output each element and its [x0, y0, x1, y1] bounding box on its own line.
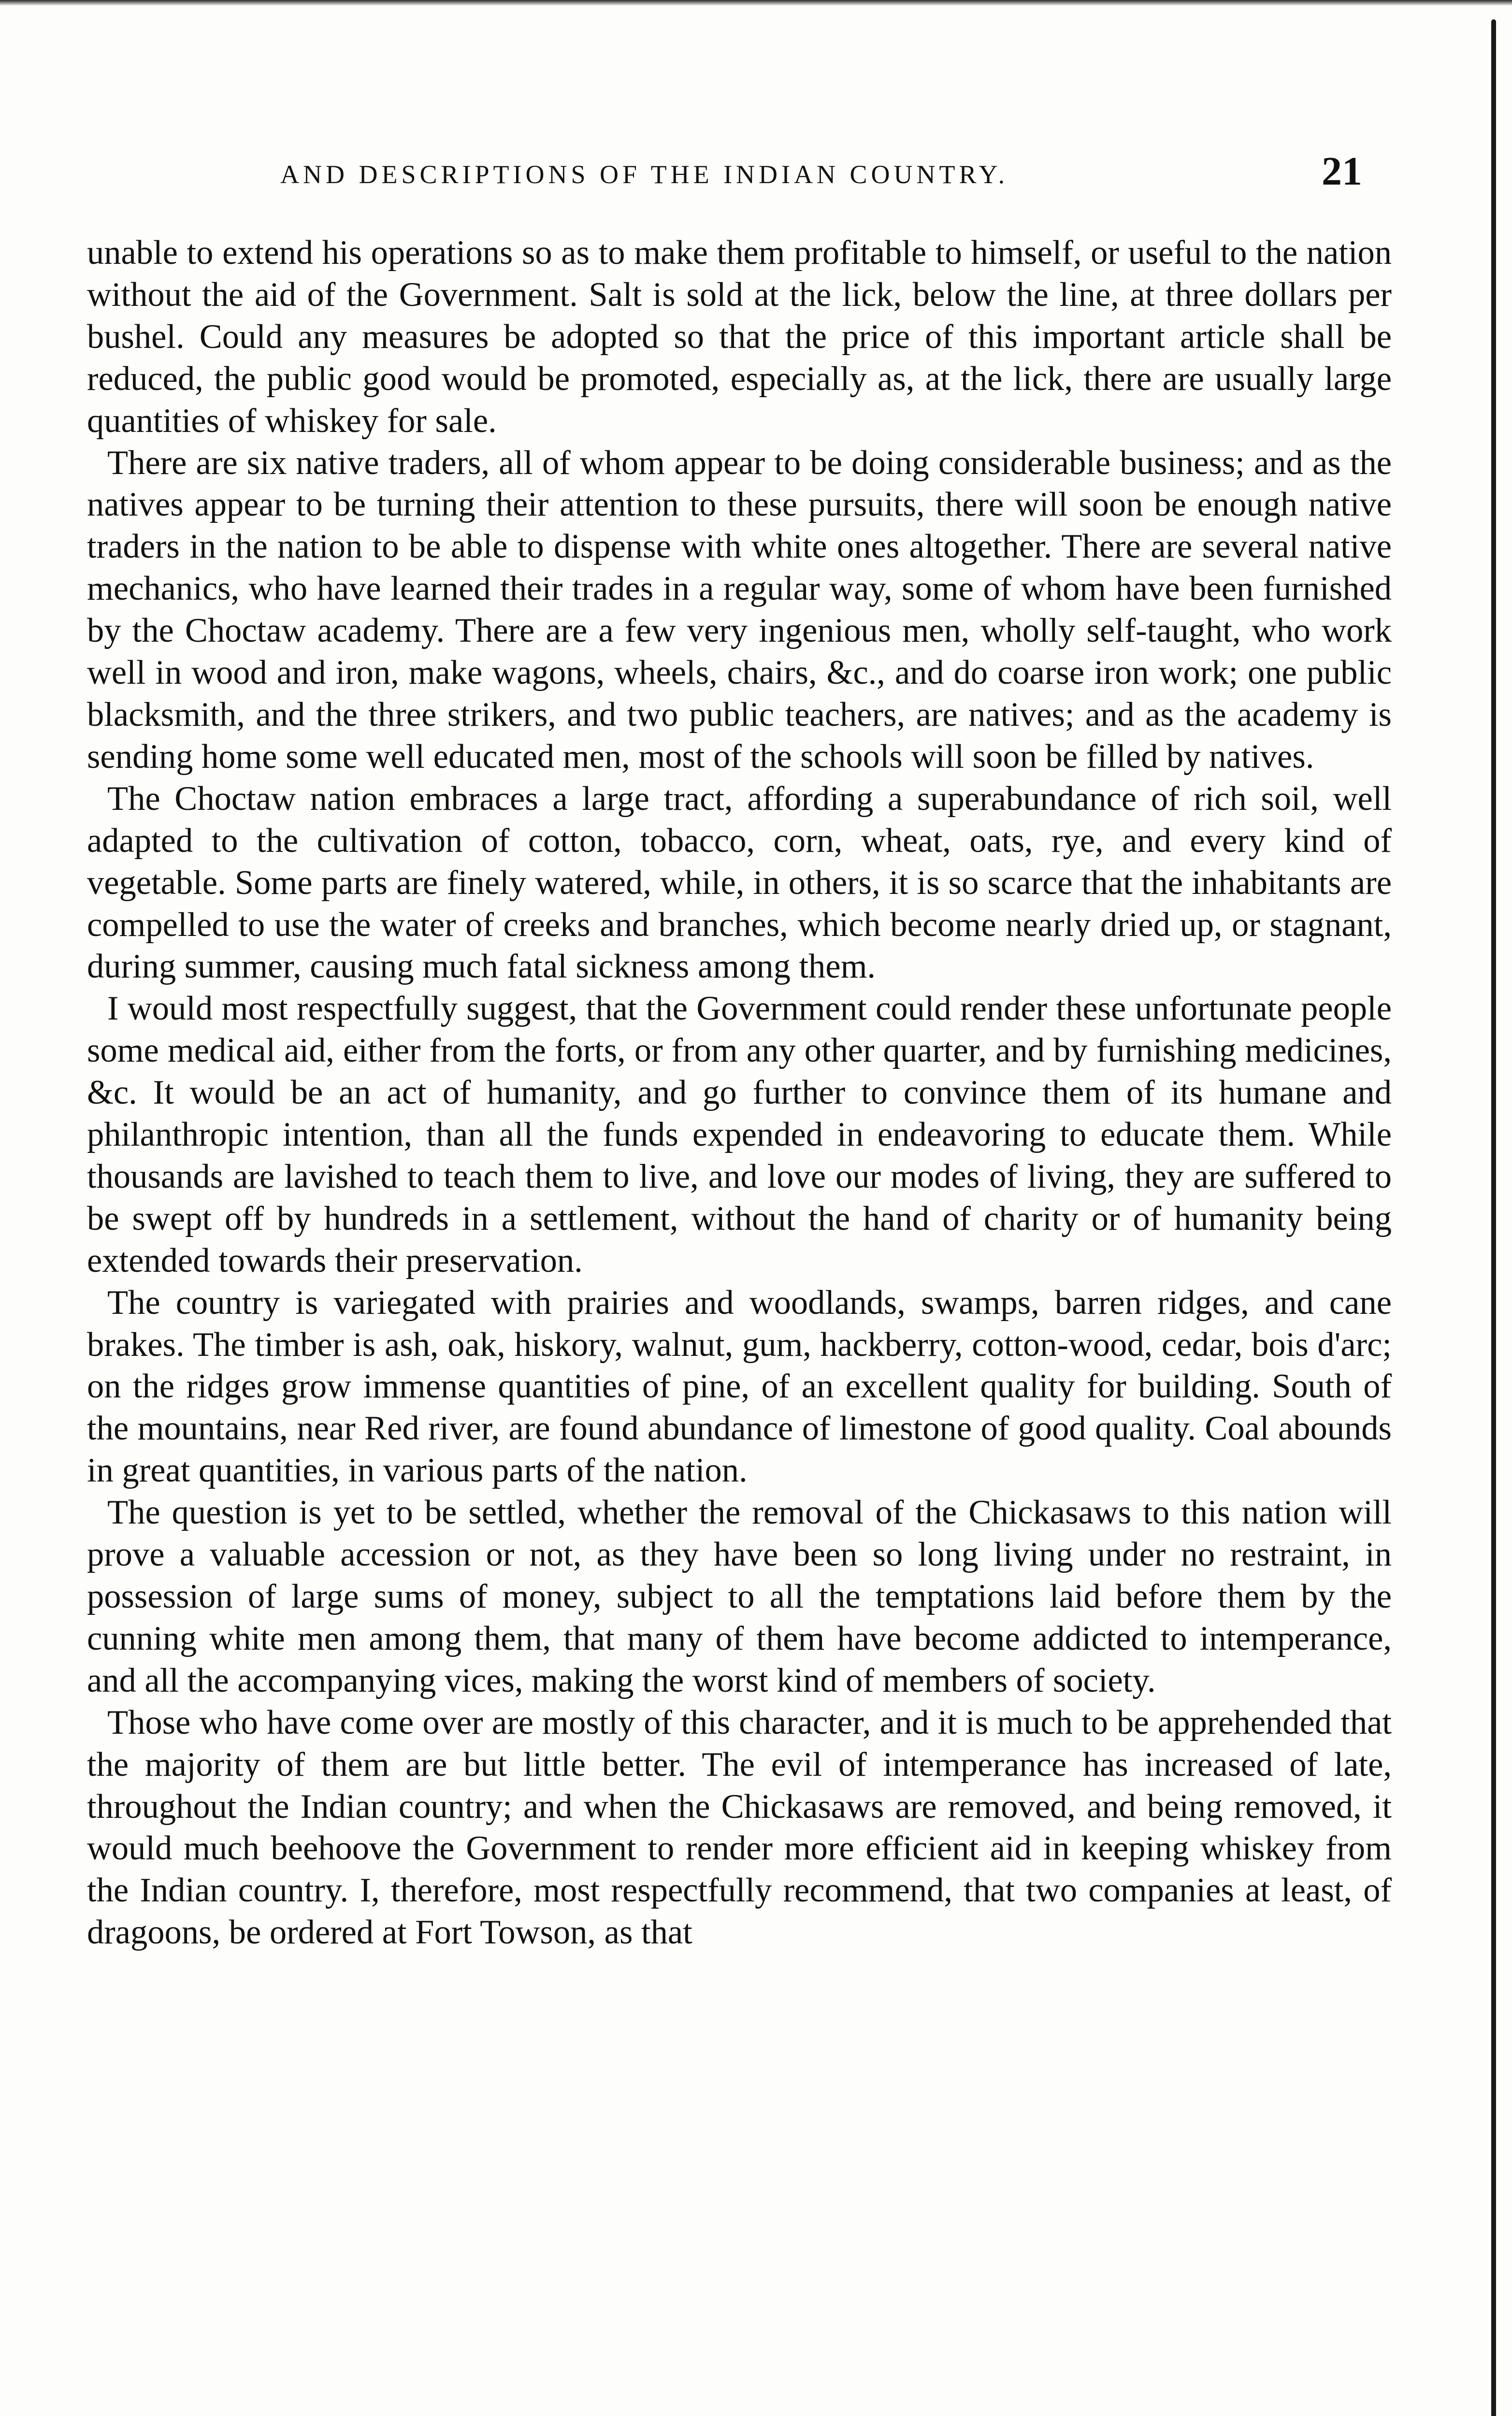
page-header — [280, 149, 1421, 197]
page-right-edge-shadow — [1491, 19, 1496, 2416]
running-head: AND DESCRIPTIONS OF THE INDIAN COUNTRY. — [280, 160, 1009, 189]
body-text — [87, 232, 1392, 1954]
paragraph-7: Those who have come over are mostly of this character, and it is much to be apprehended that the majority of them are but little better. The evil of intemperance has increased of late, throughout the Indian country; and when the Chickasaws are removed, and being removed, it would much beehoove the Government to render more efficient aid in keeping whiskey from the Indian country. I, therefore, most respectfully recommend, that two companies at least, of dragoons, be ordered at Fort Towson, as that — [87, 1703, 1392, 1952]
page-number: 21 — [1322, 149, 1362, 194]
paragraph-1: unable to extend his operations so as to make them profitable to himself, or useful to the nation without the aid of the Government. Salt is sold at the lick, below the line, at three dollars per bushel. Could any measures be adopted so that the price of this important article shall be reduced, the public good would be promoted, especially as, at the lick, there are usually large quantities of whiskey for sale. — [87, 234, 1392, 440]
paragraph-4: I would most respectfully suggest, that the Government could render these unfortunate people some medical aid, either from the forts, or from any other quarter, and by furnishing medicines, &c. It would be an act of humanity, and go further to convince them of its humane and philanthropic intention, than all the funds expended in endeavoring to educate them. While thousands are lavished to teach them to live, and love our modes of living, they are suffered to be swept off by hundreds in a settlement, without the hand of charity or of humanity being extended towards their preservation. — [87, 990, 1392, 1280]
paragraph-3: The Choctaw nation embraces a large tract, affording a superabundance of rich soil, well adapted to the cultivation of cotton, tobacco, corn, wheat, oats, rye, and every kind of vegetable. Some parts are finely watered, while, in others, it is so scarce that the inhabitants are compelled to use the water of creeks and branches, which become nearly dried up, or stagnant, during summer, causing much fatal sickness among them. — [87, 779, 1392, 986]
page-top-edge-shadow — [0, 0, 1512, 6]
paragraph-5: The country is variegated with prairies and woodlands, swamps, barren ridges, and cane brakes. The timber is ash, oak, hiskory, walnut, gum, hackberry, cotton-wood, cedar, bois d'arc; on the ridges grow immense quantities of pine, of an excellent quality for building. South of the mountains, near Red river, are found abundance of limestone of good quality. Coal abounds in great quantities, in various parts of the nation. — [87, 1283, 1392, 1490]
paragraph-6: The question is yet to be settled, whether the removal of the Chickasaws to this nation will prove a valuable accession or not, as they have been so long living under no restraint, in possession of large sums of money, subject to all the temptations laid before them by the cunning white men among them, that many of them have become addicted to intemperance, and all the accompanying vices, making the worst kind of members of society. — [87, 1494, 1392, 1699]
paragraph-2: There are six native traders, all of whom appear to be doing considerable business; and as the natives appear to be turning their attention to these pursuits, there will soon be enough native traders in the nation to be able to dispense with white ones altogether. There are several native mechanics, who have learned their trades in a regular way, some of whom have been furnished by the Choctaw academy. There are a few very ingenious men, wholly self-taught, who work well in wood and iron, make wagons, wheels, chairs, &c., and do coarse iron work; one public blacksmith, and the three strikers, and two public teachers, are natives; and as the academy is sending home some well educated men, most of the schools will soon be filled by natives. — [87, 444, 1392, 776]
